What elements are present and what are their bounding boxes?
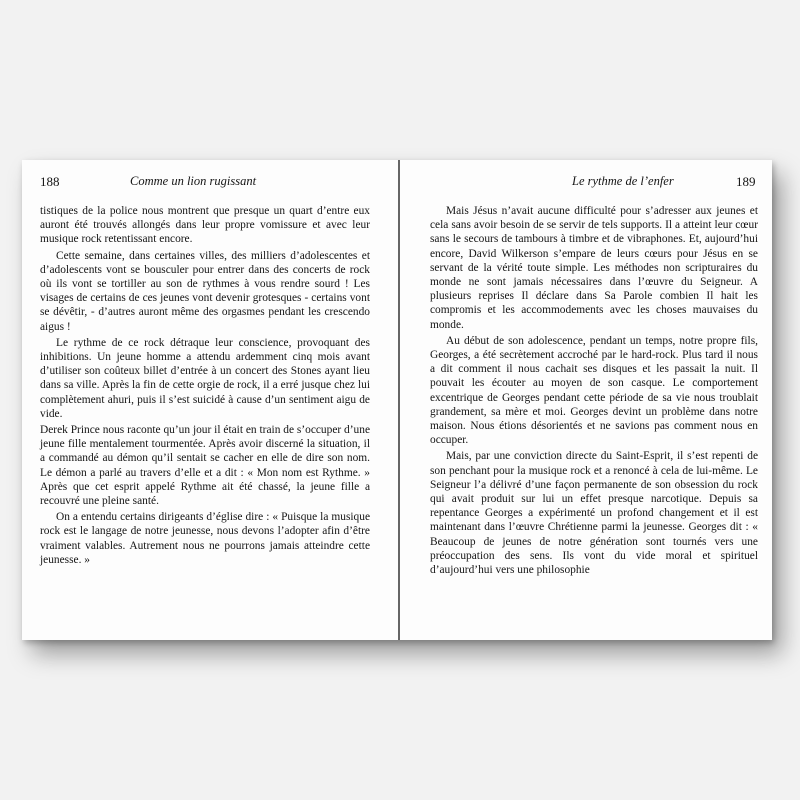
right-running-title: Le rythme de l’enfer xyxy=(572,174,674,188)
open-book xyxy=(22,160,772,640)
paragraph: Mais, par une conviction directe du Saint-Esprit, il s’est repenti de son penchant pour la musique rock et a renoncé à cela de lui-même. Le Seigneur l’a délivré d’une façon permanente de son obsession du rock qui avait produit sur lui un effet presque narcotique. Depuis sa repentance Georges a expérimenté un profond changement et il est maintenant dans l’œuvre Chrétienne parmi la jeunesse. Georges dit : « Beaucoup de jeunes de notre génération sont tournés vers une préoccupation des sens. Ils vont du vide moral et spirituel d’aujourd’hui vers une philosophie xyxy=(430,450,758,577)
right-page xyxy=(400,160,772,640)
paragraph: Derek Prince nous raconte qu’un jour il était en train de s’occuper d’une jeune fille mentalement tourmentée. Après avoir discerné la situation, il a commandé au démon qu’il sentait se cacher en elle de dire son nom. Le démon a parlé au travers d’elle et a dit : « Mon nom est Rythme. » Après que cet esprit appelé Rythme ait été chassé, la jeune fille a recouvré une pleine santé. xyxy=(40,424,370,508)
left-page-number: 188 xyxy=(40,174,60,189)
paragraph: Le rythme de ce rock détraque leur conscience, provoquant des inhibitions. Un jeune homme a attendu ardemment cinq mois avant d’utiliser son coûteux billet d’entrée à un concert des Stones ayant lieu dans sa ville. Après la fin de cette orgie de rock, il a erré jusque chez lui complètement ahuri, puis il s’est suicidé à cause d’un sentiment aigu de vide. xyxy=(40,336,370,420)
paragraph: On a entendu certains dirigeants d’église dire : « Puisque la musique rock est le langage de notre jeunesse, nous devons l’adopter afin d’être vraiment valables. Autrement nous ne pourrons jamais atteindre cette jeunesse. » xyxy=(40,511,370,566)
left-page xyxy=(22,160,398,640)
right-page-number: 189 xyxy=(736,174,756,189)
paragraph: Mais Jésus n’avait aucune difficulté pour s’adresser aux jeunes et cela sans avoir besoin de se servir de tels supports. Il a atteint leur cœur sans le secours de tambours à timbre et de vibraphones. Et, aujourd’hui encore, David Wilkerson s’empare de leurs cœurs pour Jésus en se servant de la vérité toute simple. Les méthodes non scripturaires du monde ne sont jamais nécessaires dans l’œuvre du Seigneur. A plusieurs reprises Il déclare dans Sa Parole combien Il hait les compromis et les accommodements avec les choses mauvaises du monde. xyxy=(430,205,758,331)
left-running-title: Comme un lion rugissant xyxy=(130,174,257,188)
left-page-body xyxy=(40,204,370,567)
paragraph: tistiques de la police nous montrent que presque un quart d’entre eux auront été trouvés allongés dans leur propre vomissure et avec leur musique rock retentissant encore. xyxy=(40,205,370,246)
paragraph: Cette semaine, dans certaines villes, des milliers d’adolescentes et d’adolescents vont se bousculer pour entrer dans des concerts de rock où ils vont se tortiller au son de rythmes à vous rendre sourd ! Les visages de certains de ces jeunes vont devenir grotesques - certains vont se dévêtir, - d’autres auront même des orgasmes pendant les crescendo aigus ! xyxy=(40,249,370,333)
right-page-body xyxy=(430,204,758,577)
paragraph: Au début de son adolescence, pendant un temps, notre propre fils, Georges, a été secrètement accroché par le hard-rock. Plus tard il nous a dit comment il nous cachait ses disques et les passait la nuit. Il pouvait les écouter au moyen de son casque. Le comportement excentrique de Georges pendant cette période de sa vie nous troublait grandement, sa mère et moi. Georges devint un problème dans notre maison. Nous étions désorientés et ne savions pas comment nous en occuper. xyxy=(430,334,758,447)
